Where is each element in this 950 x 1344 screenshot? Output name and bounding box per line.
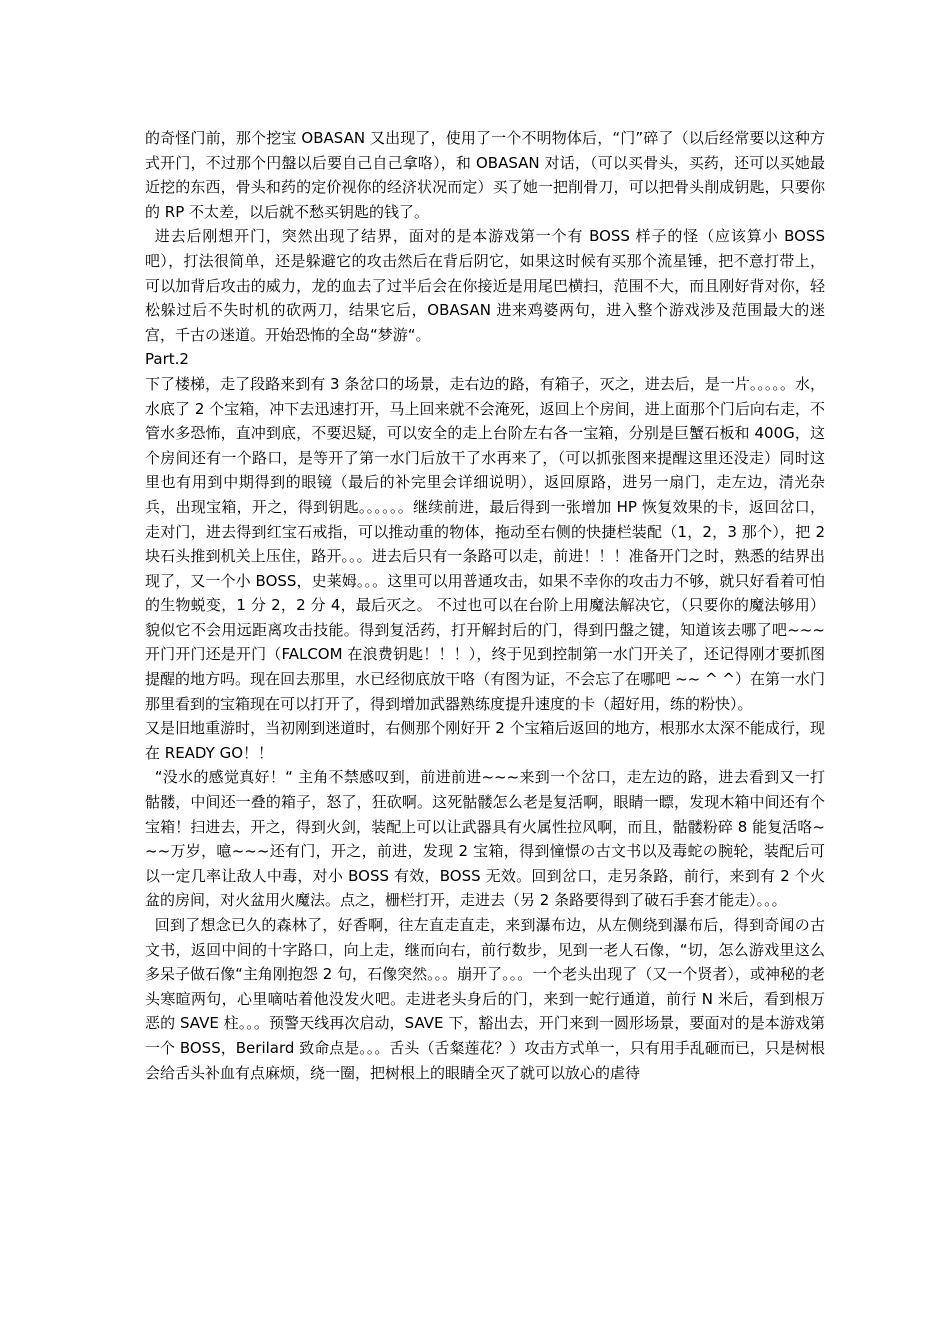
paragraph-water-maze: 下了楼梯，走了段路来到有 3 条岔口的场景，走右边的路，有箱子，灭之，进去后，是一片。。。。。水，水底了 2 个宝箱，冲下去迅速打开，马上回来就不会淹死，返回上个房间，进上面那个门后向右走，不管水多恐怖，直冲到底，不要迟疑，可以安全的走上台阶左右各一宝箱，分别是巨蟹石板和 400G，这个房间还有一个路口，是等开了第一水门后放干了水再来了，（可以抓张图来提醒这里还没走）同时这里也有用到中期得到的眼镜（最后的补完里会详细说明），返回原路，进另一扇门，走左边，清光杂兵，出现宝箱，开之，得到钥匙。。。。。。继续前进，最后得到一张增加 HP 恢复效果的卡，返回岔口，走对门，进去得到红宝石戒指，可以推动重的物体，拖动至右侧的快捷栏装配（1，2，3 那个），把 2 块石头推到机关上压住，路开。。。进去后只有一条路可以走，前进！！！准备开门之时，熟悉的结界出现了，又一个小 BOSS，史莱姆。。。这里可以用普通攻击，如果不幸你的攻击力不够，就只好看着可怕的生物蜕变，1 分 2，2 分 4，最后灭之。 不过也可以在台阶上用魔法解决它，（只要你的魔法够用）貌似它不会用远距离攻击技能。得到复活药，打开解封后的门，得到円盤之键，知道该去哪了吧~~~开门开门还是开门（FALCOM 在浪费钥匙！！！），终于见到控制第一水门开关了，还记得刚才要抓图提醒的地方吗。现在回去那里，水已经彻底放干咯（有图为证，不会忘了在哪吧 ~~ ^ ^）在第一水门那里看到的宝箱现在可以打开了，得到增加武器熟练度提升速度的卡（超好用，练的粉快）。: [145, 374, 825, 713]
paragraph-forest-boss: 回到了想念已久的森林了，好香啊，往左直走直走，来到瀑布边，从左侧绕到瀑布后，得到奇闻の古文书，返回中间的十字路口，向上走，继而向右，前行数步，见到一老人石像，“切，怎么游戏里这么多呆子做石像“主角刚抱怨 2 句，石像突然。。。崩开了。。。一个老头出现了（又一个贤者），或神秘的老头寒暄两句，心里嘀咕着他没发火吧。走进老头身后的门，来到一蛇行通道，前行 N 米后，看到根万恶的 SAVE 柱。。。预警天线再次启动，SAVE 下，豁出去，开门来到一圆形场景，要面对的是本游戏第一个 BOSS，Berilard 致命点是。。。舌头（舌粲莲花？）攻击方式单一，只有用手乱砸而已，只是树根会给舌头补血有点麻烦，绕一圈，把树根上的眼睛全灭了就可以放心的虐待: [145, 916, 825, 1082]
paragraph-first-boss: 进去后刚想开门，突然出现了结界，面对的是本游戏第一个有 BOSS 样子的怪（应该算小 BOSS 吧），打法很简单，还是躲避它的攻击然后在背后阴它，如果这时候有买那个流星锤，把不意打带上，可以加背后攻击的威力，龙的血去了过半后会在你接近是用尾巴横扫，范围不大，而且刚好背对你，轻松躲过后不失时机的砍两刀，结果它后，OBASAN 进来鸡婆两句，进入整个游戏涉及范围最大的迷宫，千古の迷道。开始恐怖的全岛“梦游“。: [145, 227, 825, 344]
paragraph-skeletons: “没水的感觉真好！“ 主角不禁感叹到，前进前进~~~来到一个岔口，走左边的路，进去看到又一打骷髅，中间还一叠的箱子，怒了，狂砍啊。这死骷髅怎么老是复活啊，眼睛一瞟，发现木箱中间还有个宝箱！扫进去，开之，得到火剑，装配上可以让武器具有火属性拉风啊，而且，骷髅粉碎 8 能复活咯~~~万岁，噫~~~还有门，开之，前进，发现 2 宝箱，得到憧憬の古文书以及毒蛇の腕轮，装配后可以一定几率让敌人中毒，对小 BOSS 有效，BOSS 无效。回到岔口，走另条路，前行，来到有 2 个火盆的房间，对火盆用火魔法。点之，栅栏打开，走进去（另 2 条路要得到了破石手套才能走）。。。: [145, 768, 826, 910]
document-page: [145, 126, 825, 1085]
paragraph-revisit: 又是旧地重游时，当初刚到迷道时，右侧那个刚好开 2 个宝箱后返回的地方，根那水太深不能成行，现在 READY GO！！: [145, 719, 825, 762]
section-heading-part2: Part.2: [145, 350, 189, 369]
paragraph-obasan-door: 的奇怪门前，那个挖宝 OBASAN 又出现了，使用了一个不明物体后，“门”碎了（以后经常要以这种方式开门，不过那个円盤以后要自己自己拿咯），和 OBASAN 对话，（可以买骨头，买药，还可以买她最近挖的东西，骨头和药的定价视你的经济状况而定）买了她一把削骨刀，可以把骨头削成钥匙，只要你的 RP 不太差，以后就不愁买钥匙的钱了。: [145, 129, 825, 221]
